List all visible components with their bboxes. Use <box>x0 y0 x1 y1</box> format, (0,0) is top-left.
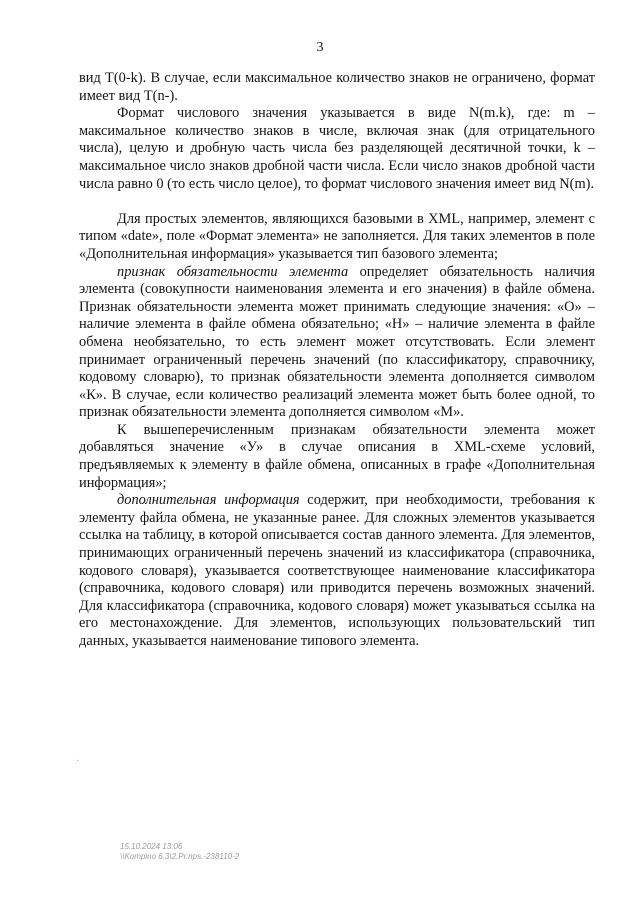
paragraph-mandatory-flag: признак обязательности элемента определяет обязательность наличия элемента (совокупности наименования элемента и его значения) в файле обмена. Признак обязательности элемента может принимать следующие значения: «О» – наличие элемента в файле обмена обязательно; «Н» – наличие элемента в файле обмена необязательно, то есть элемент может отсутствовать. Если элемент принимает ограниченный перечень значений (по классификатору, справочнику, кодовому словарю), то признак обязательности элемента дополняется символом «К». В случае, если количество реализаций элемента может быть более одной, то признак обязательности элемента дополняется символом «М». <box>79 263 595 421</box>
paragraph-number-format: Формат числового значения указывается в виде N(m.k), где: m – максимальное количество знаков в числе, включая знак (для отрицательного числа), целую и дробную часть числа без разделяющей десятичной точки, k – максимальное число знаков дробной части числа. Если число знаков дробной части числа равно 0 (то есть число целое), то формат числового значения имеет вид N(m). <box>79 105 595 192</box>
term-mandatory-flag: признак обязательности элемента <box>117 263 349 280</box>
paragraph-condition-flag: К вышеперечисленным признакам обязательности элемента может добавляться значение «У» в случае описания в XML-схеме условий, предъявляемых к элементу в файле обмена, описанных в графе «Дополнительная информация»; <box>79 421 595 491</box>
footer-stamp <box>120 842 239 862</box>
paragraph-format-text-continued: вид Т(0-k). В случае, если максимальное количество знаков не ограничено, формат имеет вид Т(n-). <box>79 70 595 104</box>
paragraph-additional-info: дополнительная информация содержит, при необходимости, требования к элементу файла обмена, не указанные ранее. Для сложных элементов указывается ссылка на таблицу, в которой описывается состав данного элемента. Для элементов, принимающих ограниченный перечень значений из классификатора (справочника, кодового словаря), указывается соответствующее наименование классификатора (справочника, кодового словаря) или приводится перечень возможных значений. Для классификатора (справочника, кодового словаря) может указываться ссылка на его местонахождение. Для элементов, использующих пользовательский тип данных, указывается наименование типового элемента. <box>79 492 595 649</box>
scan-speck: · <box>76 756 80 767</box>
term-additional-info: дополнительная информация <box>117 492 300 509</box>
body-text <box>79 70 595 651</box>
footer-stamp-line-2: \\Kompino 6.3\2.Pr.nps.-238110-2 <box>120 852 240 861</box>
footer-stamp-line-1: 15.10.2024 13:06 <box>120 842 183 851</box>
paragraph-simple-elements: Для простых элементов, являющихся базовыми в XML, например, элемент с типом «date», поле «Формат элемента» не заполняется. Для таких элементов в поле «Дополнительная информация» указывается тип базового элемента; <box>79 210 595 262</box>
page-number: 3 <box>316 40 324 55</box>
